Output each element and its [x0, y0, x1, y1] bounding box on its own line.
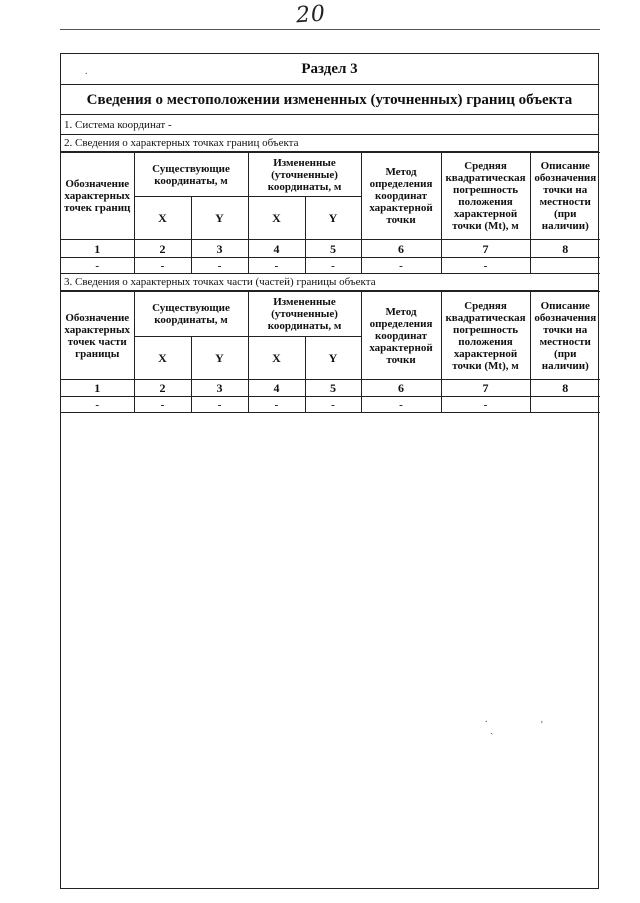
table-cell: - [361, 397, 441, 413]
header-x: X [248, 197, 305, 240]
column-number: 2 [134, 240, 191, 258]
column-number: 8 [530, 380, 600, 397]
header-existing-coords: Существующие координаты, м [134, 153, 248, 197]
scan-speck: . [485, 714, 488, 725]
header-y: Y [191, 197, 248, 240]
header-error: Средняя квадратическая погрешность положения характерной точки (Mt), м [441, 292, 530, 380]
header-designation: Обозначение характерных точек границ [61, 153, 134, 240]
column-number: 7 [441, 380, 530, 397]
table1-heading: 2. Сведения о характерных точках границ объекта [61, 135, 598, 152]
table-cell: - [191, 397, 248, 413]
header-method: Метод определения координат характерной точки [361, 153, 441, 240]
table-cell: - [305, 397, 361, 413]
column-number: 4 [248, 240, 305, 258]
header-designation: Обозначение характерных точек части границы [61, 292, 134, 380]
header-description: Описание обозначения точки на местности (при наличии) [530, 153, 600, 240]
header-error: Средняя квадратическая погрешность положения характерной точки (Mt), м [441, 153, 530, 240]
table-cell: - [248, 397, 305, 413]
header-existing-coords: Существующие координаты, м [134, 292, 248, 337]
header-method: Метод определения координат характерной точки [361, 292, 441, 380]
scan-speck: . [85, 66, 88, 77]
scan-speck: ˎ [490, 724, 494, 735]
column-number: 6 [361, 380, 441, 397]
column-number: 8 [530, 240, 600, 258]
section-subtitle: Сведения о местоположении измененных (уточненных) границ объекта [61, 85, 598, 115]
column-number: 3 [191, 380, 248, 397]
column-number: 1 [61, 240, 134, 258]
table-cell: - [191, 258, 248, 274]
column-number: 5 [305, 240, 361, 258]
column-number: 6 [361, 240, 441, 258]
table-cell: - [61, 397, 134, 413]
column-number: 5 [305, 380, 361, 397]
header-y: Y [305, 197, 361, 240]
column-number: 7 [441, 240, 530, 258]
top-rule [60, 29, 600, 30]
header-x: X [248, 337, 305, 380]
table-cell: - [441, 397, 530, 413]
table-cell: - [441, 258, 530, 274]
document-frame [60, 53, 599, 889]
column-number: 2 [134, 380, 191, 397]
table-cell [530, 258, 600, 274]
header-x: X [134, 337, 191, 380]
table-cell: - [61, 258, 134, 274]
table-cell: - [134, 258, 191, 274]
scan-speck: ' [541, 720, 543, 731]
header-description: Описание обозначения точки на местности (при наличии) [530, 292, 600, 380]
boundary-part-points-table [61, 291, 600, 413]
table-cell: - [248, 258, 305, 274]
table2-heading: 3. Сведения о характерных точках части (частей) границы объекта [61, 273, 598, 291]
table-cell: - [305, 258, 361, 274]
table-cell: - [134, 397, 191, 413]
boundary-points-table [61, 152, 600, 274]
header-changed-coords: Измененные (уточненные) координаты, м [248, 153, 361, 197]
header-y: Y [191, 337, 248, 380]
table-cell: - [361, 258, 441, 274]
page-number-handwritten: 20 [295, 1, 327, 29]
header-x: X [134, 197, 191, 240]
column-number: 4 [248, 380, 305, 397]
header-changed-coords: Измененные (уточненные) координаты, м [248, 292, 361, 337]
coordinate-system-line: 1. Система координат - [61, 115, 598, 135]
section-title: Раздел 3 [61, 54, 598, 85]
column-number: 3 [191, 240, 248, 258]
header-y: Y [305, 337, 361, 380]
table-cell [530, 397, 600, 413]
column-number: 1 [61, 380, 134, 397]
